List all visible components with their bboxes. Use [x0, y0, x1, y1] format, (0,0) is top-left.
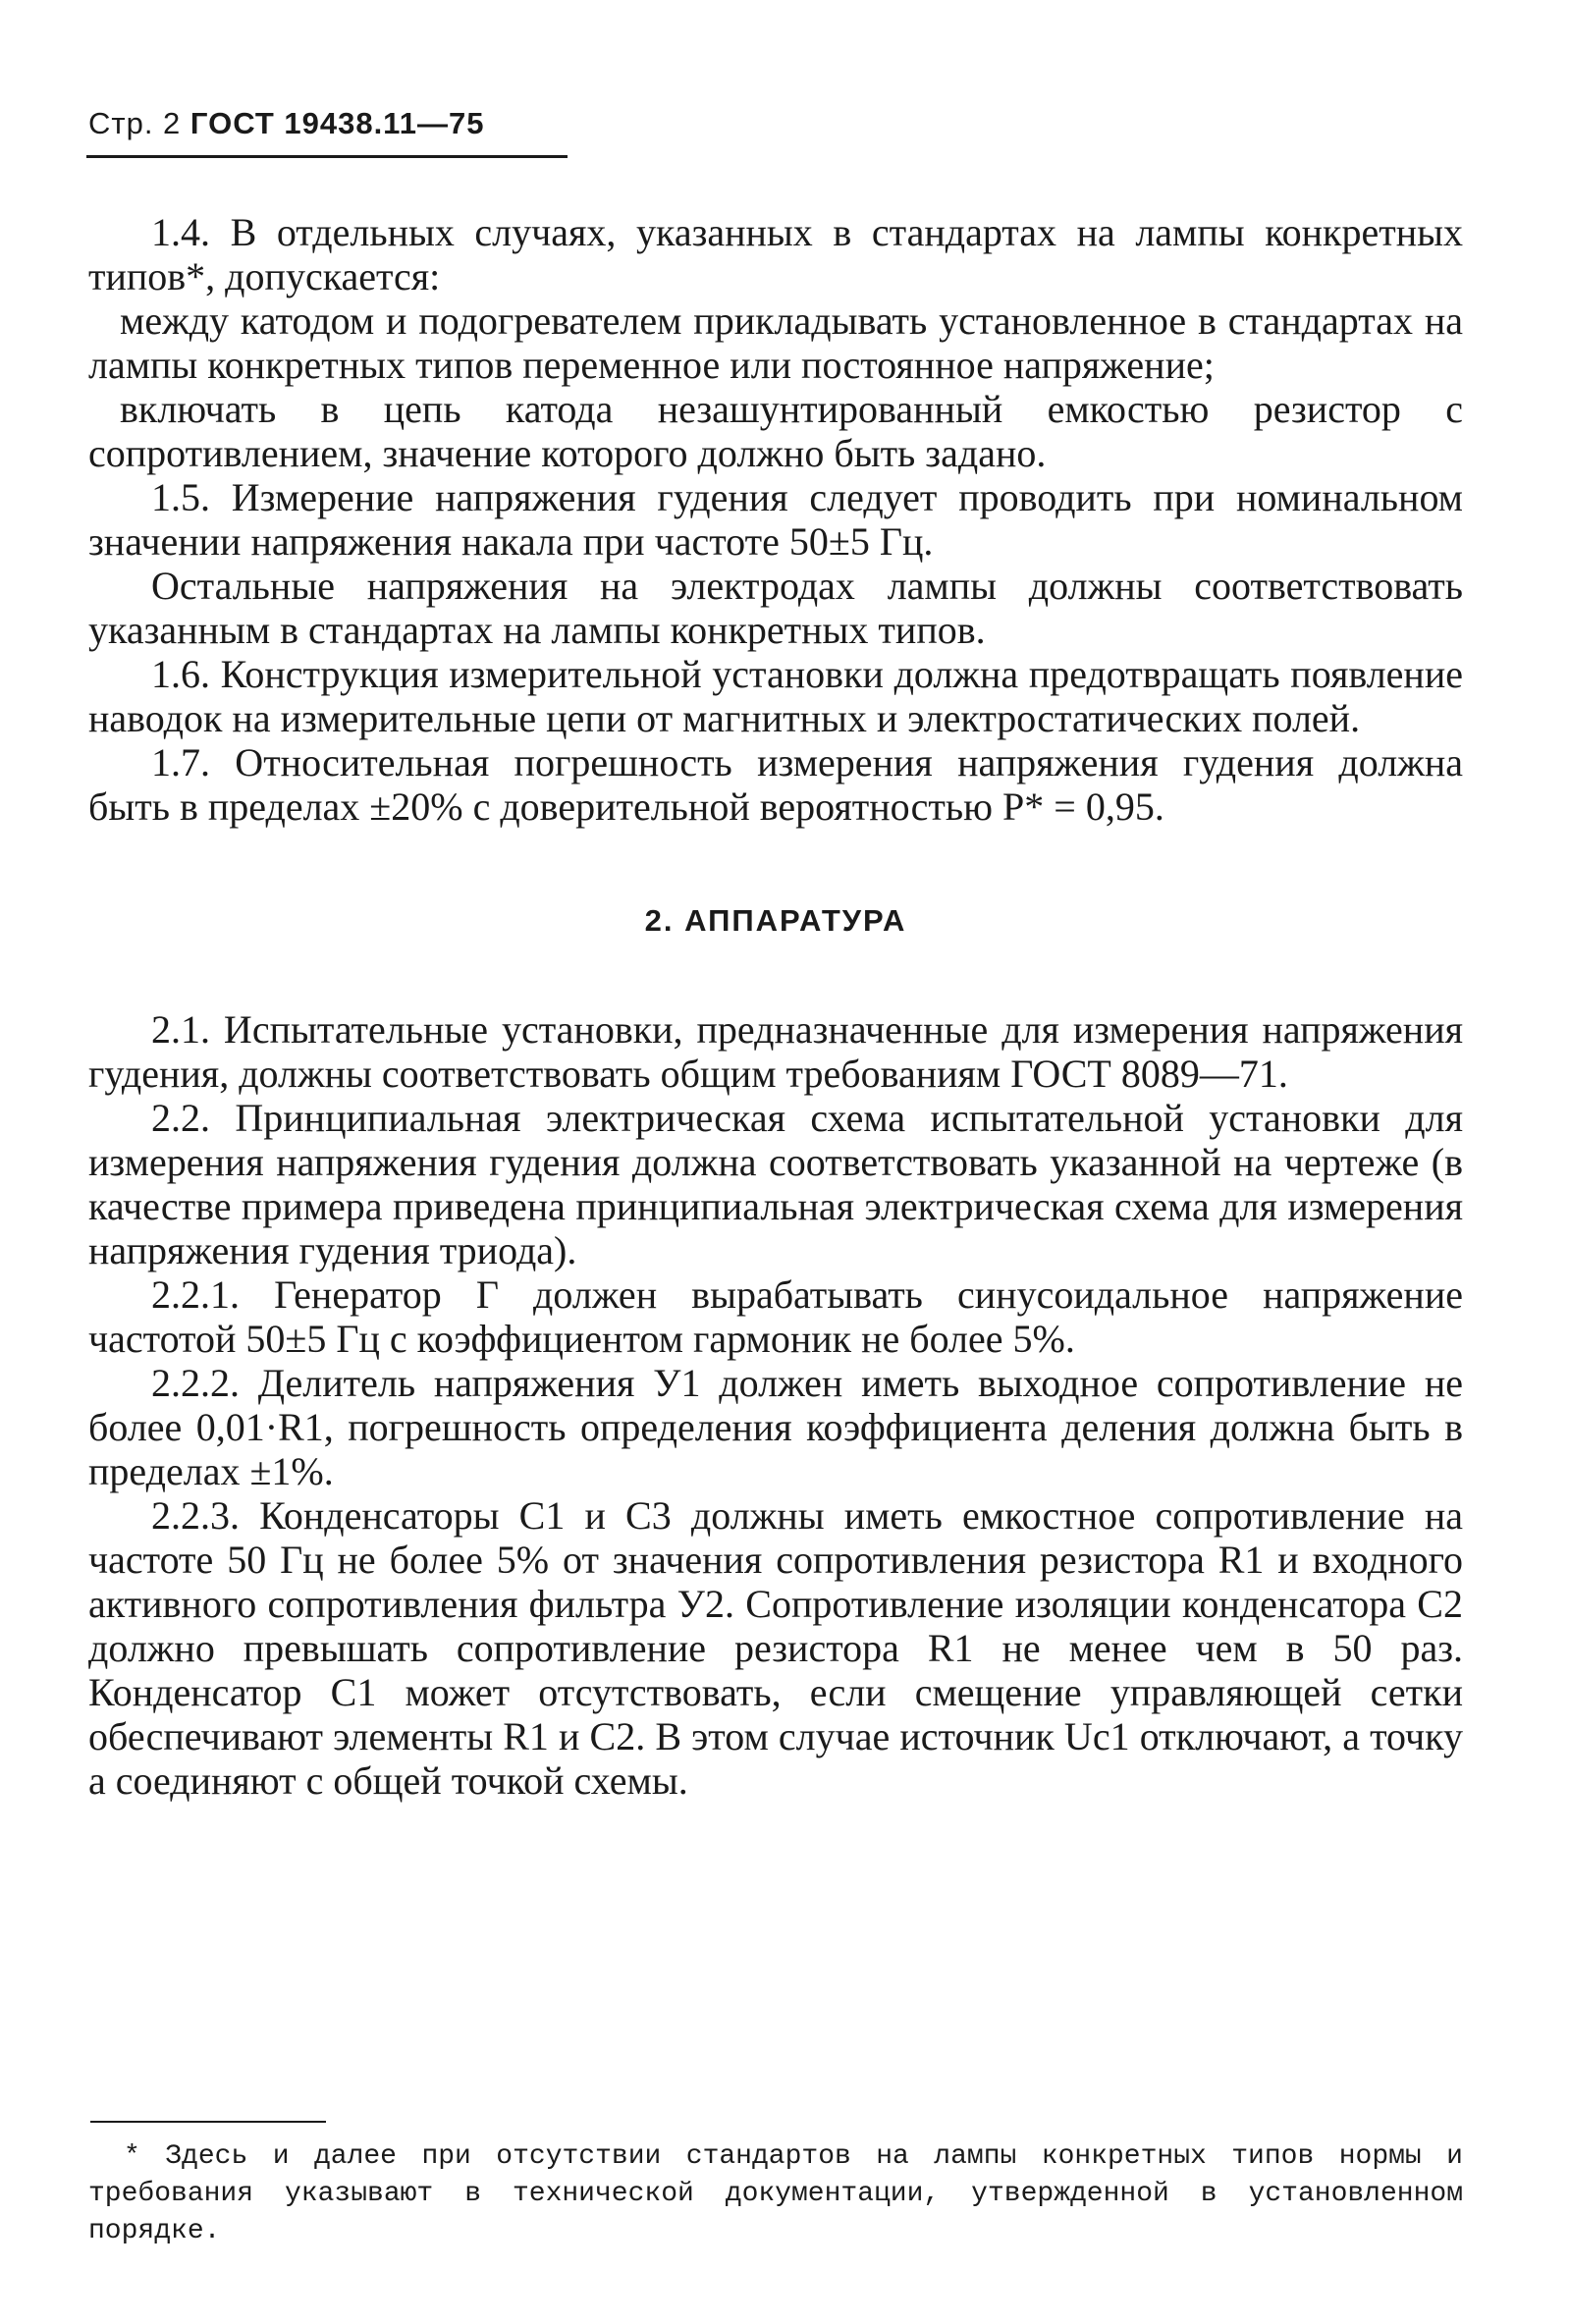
document-body: [88, 210, 1463, 1803]
page-header: [88, 106, 484, 141]
paragraph-1-5-continued: Остальные напряжения на электродах лампы должны соответствовать указанным в стандартах на лампы конкретных типов.: [88, 564, 1463, 652]
paragraph-2-1: 2.1. Испытательные установки, предназначенные для измерения напряжения гудения, должны соответствовать общим требованиям ГОСТ 8089—71.: [88, 1007, 1463, 1096]
paragraph-1-6: 1.6. Конструкция измерительной установки должна предотвращать появление наводок на измерительные цепи от магнитных и электростатических полей.: [88, 652, 1463, 740]
footnote-divider: [90, 2121, 326, 2123]
footnote: * Здесь и далее при отсутствии стандартов на лампы конкретных типов нормы и требования указывают в технической документации, утвержденной в установленном порядке.: [88, 2141, 1463, 2246]
paragraph-1-5: 1.5. Измерение напряжения гудения следует проводить при номинальном значении напряжения накала при частоте 50±5 Гц.: [88, 475, 1463, 564]
paragraph-1-4: 1.4. В отдельных случаях, указанных в стандартах на лампы конкретных типов*, допускается:: [88, 210, 1463, 298]
paragraph-2-2: 2.2. Принципиальная электрическая схема испытательной установки для измерения напряжения гудения должна соответствовать указанной на чертеже (в качестве примера приведена принципиальная электрическая схема для измерения напряжения гудения триода).: [88, 1096, 1463, 1272]
paragraph-1-7: 1.7. Относительная погрешность измерения напряжения гудения должна быть в пределах ±20% с доверительной вероятностью P* = 0,95.: [88, 740, 1463, 829]
section-title-apparatus: 2. АППАРАТУРА: [644, 903, 907, 938]
standard-designation: ГОСТ 19438.11—75: [189, 106, 485, 140]
header-divider: [86, 155, 568, 158]
paragraph-2-2-1: 2.2.1. Генератор Г должен вырабатывать синусоидальное напряжение частотой 50±5 Гц с коэффициентом гармоник не более 5%.: [88, 1272, 1463, 1361]
paragraph-1-4-item-2: включать в цепь катода незашунтированный емкостью резистор с сопротивлением, значение которого должно быть задано.: [88, 387, 1463, 475]
page-number: Стр. 2: [88, 106, 182, 140]
paragraph-2-2-2: 2.2.2. Делитель напряжения У1 должен иметь выходное сопротивление не более 0,01·R1, погрешность определения коэффициента деления должна быть в пределах ±1%.: [88, 1361, 1463, 1493]
paragraph-1-4-item-1: между катодом и подогревателем прикладывать установленное в стандартах на лампы конкретных типов переменное или постоянное напряжение;: [88, 298, 1463, 387]
paragraph-2-2-3: 2.2.3. Конденсаторы С1 и С3 должны иметь емкостное сопротивление на частоте 50 Гц не более 5% от значения сопротивления резистора R1 и входного активного сопротивления фильтра У2. Сопротивление изоляции конденсатора С2 должно превышать сопротивление резистора R1 не менее чем в 50 раз. Конденсатор С1 может отсутствовать, если смещение управляющей сетки обеспечивают элементы R1 и С2. В этом случае источник Uc1 отключают, а точку a соединяют с общей точкой схемы.: [88, 1493, 1463, 1803]
